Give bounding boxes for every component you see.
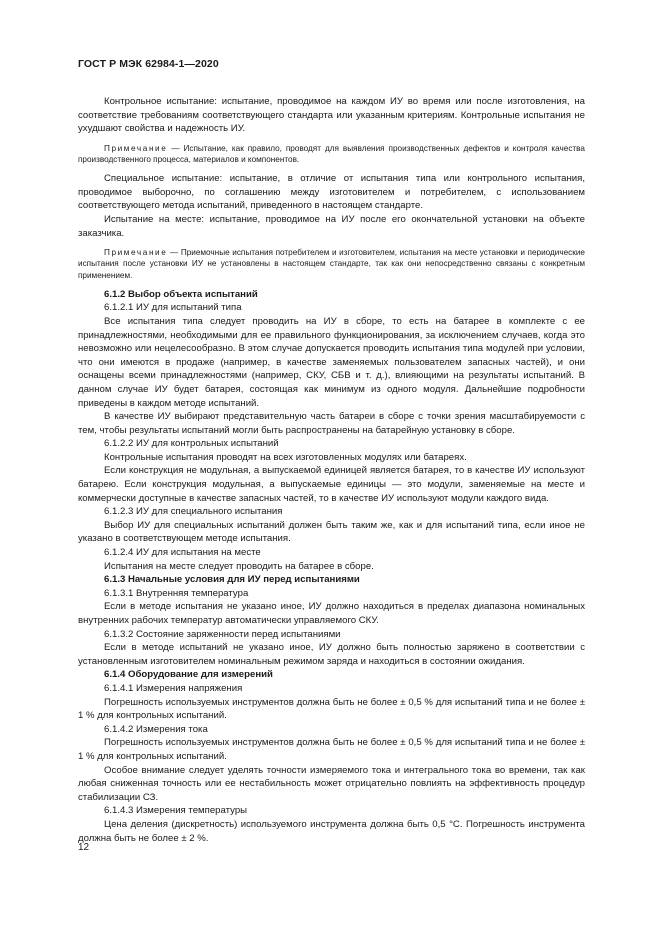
definition-control-test: Контрольное испытание: испытание, проводимое на каждом ИУ во время или после изготовления, на соответствие требованиям соответствующего стандарта или указанным критериям. Контрольные испытания не ухудшают свойства и надежность ИУ. <box>78 96 585 135</box>
note-text: — Испытание, как правило, проводят для выявления производственных дефектов и контроля качества производственного процесса, материалов и компонентов. <box>78 143 585 164</box>
note-1 <box>78 143 585 165</box>
section-6-1-4-2-heading: 6.1.4.2 Измерения тока <box>104 723 208 735</box>
section-6-1-2-1-heading: 6.1.2.1 ИУ для испытаний типа <box>104 302 242 314</box>
section-6-1-2-heading: 6.1.2 Выбор объекта испытаний <box>104 288 258 300</box>
page-number: 12 <box>78 842 90 853</box>
paragraph: Выбор ИУ для специальных испытаний должен быть таким же, как и для испытаний типа, если иное не указано в соответствующем методе испытания. <box>78 519 585 545</box>
note-label: Примечание <box>104 143 168 153</box>
section-6-1-3-2-heading: 6.1.3.2 Состояние заряженности перед испытаниями <box>104 628 341 640</box>
definition-site-test: Испытание на месте: испытание, проводимое на ИУ после его окончательной установки на объекте заказчика. <box>78 213 585 239</box>
section-6-1-4-heading: 6.1.4 Оборудование для измерений <box>104 669 273 681</box>
section-6-1-2-4-heading: 6.1.2.4 ИУ для испытания на месте <box>104 547 261 559</box>
section-6-1-3-1-heading: 6.1.3.1 Внутренняя температура <box>104 587 249 599</box>
section-6-1-3-heading: 6.1.3 Начальные условия для ИУ перед испытаниями <box>104 574 360 586</box>
document-header: ГОСТ Р МЭК 62984-1—2020 <box>78 58 219 70</box>
section-6-1-4-1-heading: 6.1.4.1 Измерения напряжения <box>104 682 243 694</box>
paragraph: Испытания на месте следует проводить на батарее в сборе. <box>104 560 374 572</box>
paragraph: В качестве ИУ выбирают представительную часть батареи в сборе с точки зрения масштабируемости с тем, чтобы результаты испытаний могли быть распространены на батарейную установку в сборе. <box>78 411 585 436</box>
paragraph: Контрольные испытания проводят на всех изготовленных модулях или батареях. <box>104 451 467 463</box>
section-6-1-2-3-heading: 6.1.2.3 ИУ для специального испытания <box>104 506 283 518</box>
paragraph: Все испытания типа следует проводить на ИУ в сборе, то есть на батарее в комплекте с ее принадлежностями, необходимыми для ее правильного функционирования, за исключением случаев, когда это невозможно или нецелесообразно. В этом случае допускается проводить испытания типа модулей при условии, что они имеются в продаже (например, в качестве заменяемых пользователем запасных частей), и они оснащены всеми принадлежностями (например, СКУ, СБВ и т. д.), влияющими на результаты испытаний. В данном случае ИУ будет батарея, состоящая как минимум из одного модуля. Дальнейшие подробности приведены в каждом методе испытаний. <box>78 315 585 409</box>
section-6-1-2-2-heading: 6.1.2.2 ИУ для контрольных испытаний <box>104 438 279 450</box>
note-label: Примечание <box>104 248 168 258</box>
paragraph: Если конструкция не модульная, а выпускаемой единицей является батарея, то в качестве ИУ используют батарею. Если конструкция модульная, а выпускаемые единицы — это модули, заменяемые на месте и коммерчески доступные в качестве запасных частей, то в качестве ИУ используют модули каждого вида. <box>78 465 585 504</box>
paragraph: Погрешность используемых инструментов должна быть не более ± 0,5 % для испытаний типа и не более ± 1 % для контрольных испытаний. <box>78 696 585 722</box>
paragraph: Если в методе испытаний не указано иное, ИУ должно быть полностью заряжено в соответствии с установленным изготовителем номинальным режимом заряда и находиться в состоянии ожидания. <box>78 642 585 667</box>
document-body <box>78 95 585 845</box>
paragraph: Если в методе испытания не указано иное, ИУ должно находиться в пределах диапазона номинальных внутренних рабочих температур автоматически управляемого СКУ. <box>78 601 585 627</box>
section-6-1-4-3-heading: 6.1.4.3 Измерения температуры <box>104 805 248 817</box>
paragraph: Особое внимание следует уделять точности измеряемого тока и интегрального тока во времени, так как любая сниженная точность или ее нестабильность может отрицательно повлиять на эффективность процедур стабилизации СЗ. <box>78 764 585 803</box>
note-2 <box>78 247 585 281</box>
paragraph: Цена деления (дискретность) используемого инструмента должна быть 0,5 °С. Погрешность инструмента должна быть не более ± 2 %. <box>78 818 585 844</box>
note-text: — Приемочные испытания потребителем и изготовителем, испытания на месте установки и периодические испытания после установки ИУ не установлены в настоящем стандарте, так как они непосредственно связаны с конкретным применением. <box>78 248 585 280</box>
definition-special-test: Специальное испытание: испытание, в отличие от испытания типа или контрольного испытания, проводимое выборочно, по соглашению между изготовителем и потребителем, с использованием соответствующего метода испытаний, приведенного в настоящем стандарте. <box>78 173 585 212</box>
paragraph: Погрешность используемых инструментов должна быть не более ± 0,5 % для испытаний типа и не более ± 1 % для контрольных испытаний. <box>78 737 585 762</box>
